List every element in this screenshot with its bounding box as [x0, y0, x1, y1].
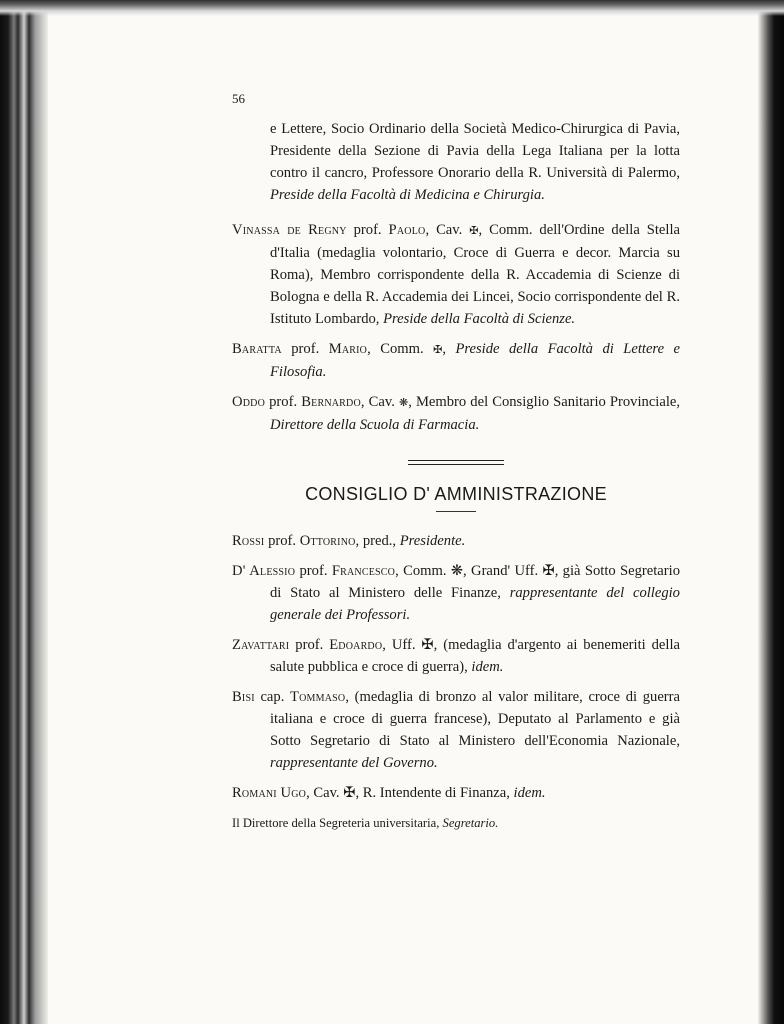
role: idem.	[471, 659, 504, 675]
cross-icon: ✠	[469, 225, 479, 237]
secretary-role: Segretario.	[442, 816, 499, 830]
first-name: Paolo	[388, 222, 426, 238]
surname: Zavattari	[232, 637, 290, 653]
honor: Cav.	[436, 222, 463, 238]
continuation-text: e Lettere, Socio Ordinario della Società Medico-Chirurgica di Pavia, Presidente della Sezione di Pavia della Lega Italiana per la lotta contro il cancro, Professore Onorario della R. Università di Palermo,	[270, 121, 680, 181]
first-name: Mario	[328, 341, 368, 357]
section-heading: CONSIGLIO D' AMMINISTRAZIONE	[305, 484, 607, 504]
continuation-role: Preside della Facoltà di Medicina e Chirurgia.	[270, 187, 545, 203]
council-entry	[232, 634, 680, 678]
star-icon: ❋	[398, 397, 409, 409]
details: , (medaglia di bronzo al valor militare, croce di guerra italiana e croce di guerra francese), Deputato al Parlamento e già Sotto Segretario di Stato al Ministero dell'Economia Nazionale,	[270, 689, 680, 749]
secretary-text: Il Direttore della Segreteria universitaria,	[232, 816, 440, 830]
document-page	[232, 88, 680, 842]
dean-entry: Baratta prof. Mario, Comm. ✠, Preside della Facoltà di Lettere e Filosofia.	[232, 341, 680, 380]
secretary-entry	[232, 812, 680, 834]
title: prof.	[291, 341, 320, 357]
first-name: Bernardo	[301, 394, 361, 410]
honor: Cav.	[368, 394, 395, 410]
first-name: Francesco	[331, 563, 396, 579]
first-name: Ugo	[280, 785, 307, 801]
scan-edge-shadow-right	[758, 0, 784, 1024]
title: prof.	[353, 222, 382, 238]
heading-underline	[436, 511, 476, 512]
surname: Vinassa de Regny	[232, 222, 347, 238]
title: cap.	[260, 689, 285, 705]
continuation-paragraph	[232, 118, 680, 206]
dean-entry: Vinassa de Regny prof. Paolo, Cav. ✠, Comm. dell'Ordine della Stella d'Italia (medaglia volontario, Croce di Guerra e decor. Marcia su Roma), Membro corrispondente della R. Accademia di Scienze di Bologna e della R. Accademia dei Lincei, Socio corrispondente del R. Istituto Lombardo, Preside della Facoltà di Scienze.	[232, 222, 680, 327]
page-number: 56	[232, 91, 245, 106]
scan-binding-shadow-left	[0, 0, 48, 1024]
surname: Rossi	[232, 533, 265, 549]
council-entry	[232, 530, 680, 552]
details: , Comm. ❋, Grand' Uff. ✠, già Sotto Segretario di Stato al Ministero delle Finanze,	[270, 563, 680, 601]
honor: Comm.	[380, 341, 424, 357]
details: , Uff. ✠, (medaglia d'argento ai benemeriti della salute pubblica e croce di guerra),	[270, 637, 680, 675]
surname: D' Alessio	[232, 563, 296, 579]
cross-icon: ✠	[433, 344, 443, 356]
surname: Romani	[232, 785, 277, 801]
title: prof.	[295, 637, 324, 653]
surname: Bisi	[232, 689, 255, 705]
role: idem.	[513, 785, 546, 801]
role: Preside della Facoltà di Scienze.	[383, 311, 576, 327]
dean-entry: Oddo prof. Bernardo, Cav. ❋, Membro del Consiglio Sanitario Provinciale, Direttore della Scuola di Farmacia.	[232, 394, 681, 433]
title: prof.	[299, 563, 328, 579]
details: , Comm. dell'Ordine della Stella d'Italia (medaglia volontario, Croce di Guerra e decor. Marcia su Roma), Membro corrispondente della R. Accademia di Scienze di Bologna e della R. Accademia dei Lincei, Socio corrispondente del R. Istituto Lombardo,	[270, 222, 680, 327]
section-divider	[408, 460, 504, 465]
first-name: Edoardo	[329, 637, 383, 653]
details: , pred.,	[355, 533, 397, 549]
details: , Cav. ✠, R. Intendente di Finanza,	[306, 785, 510, 801]
details: ,	[442, 341, 446, 357]
details: , Membro del Consiglio Sanitario Provinciale,	[408, 394, 681, 410]
council-entry	[232, 686, 680, 774]
surname: Baratta	[232, 341, 282, 357]
title: prof.	[268, 533, 297, 549]
scan-edge-shadow-top	[0, 0, 784, 16]
role: rappresentante del collegio generale dei Professori.	[270, 585, 680, 623]
role: Presidente.	[399, 533, 466, 549]
first-name: Tommaso	[290, 689, 346, 705]
role: rappresentante del Governo.	[270, 755, 438, 771]
council-entry	[232, 782, 680, 804]
title: prof.	[269, 394, 298, 410]
role: Direttore della Scuola di Farmacia.	[270, 417, 480, 433]
council-entry	[232, 560, 680, 626]
role: Preside della Facoltà di Lettere e Filosofia.	[270, 341, 680, 380]
first-name: Ottorino	[299, 533, 356, 549]
surname: Oddo	[232, 394, 266, 410]
